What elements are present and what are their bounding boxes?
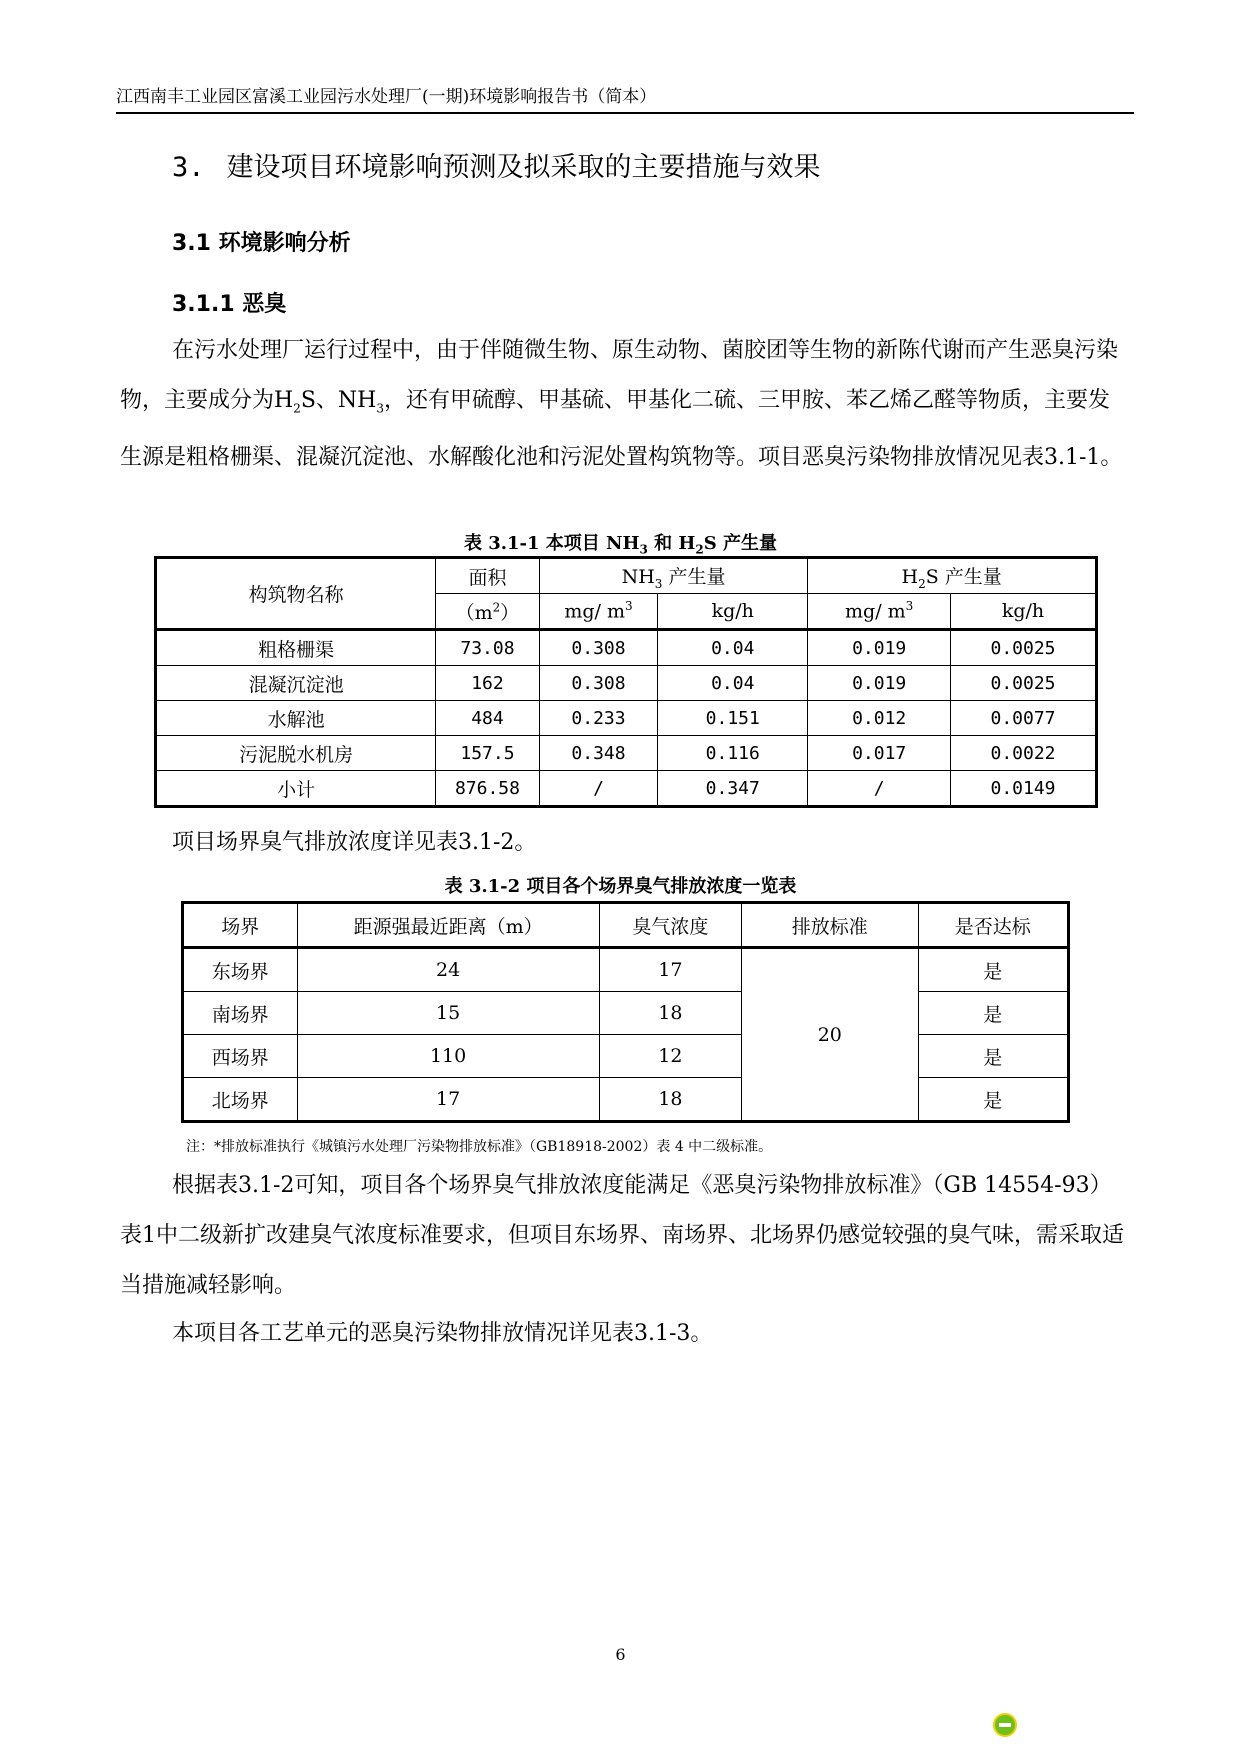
table-row: 水解池 484 0.233 0.151 0.012 0.0077: [156, 701, 1097, 736]
section-number: 3.: [172, 152, 205, 183]
header-h2s-kgh: kg/h: [951, 594, 1097, 630]
table-row: 北场界 17 18 是: [183, 1078, 1069, 1122]
paragraph-odor-intro: 在污水处理厂运行过程中，由于伴随微生物、原生动物、菌胶团等生物的新陈代谢而产生恶臭污染物，主要成分为$H_2S$、$NH_3$，还有甲硫醇、甲基硫、甲基化二硫、三甲胺、苯乙烯乙醛等物质，主要发生源是粗格栅渠、混凝沉淀池、水解酸化池和污泥处置构筑物等。项目恶臭污染物排放情况见表3.1-1。: [120, 338, 1123, 471]
stop-icon[interactable]: [993, 1713, 1017, 1737]
subsubsection-heading: 3.1.1 恶臭: [172, 292, 287, 317]
header-h2s-mgm3: mg/ $m^3$: [808, 594, 951, 630]
table-row: 混凝沉淀池 162 0.308 0.04 0.019 0.0025: [156, 666, 1097, 701]
subsection-heading: 3.1 环境影响分析: [172, 231, 351, 256]
header-nh3: $NH_3$ 产生量: [539, 558, 808, 594]
header-name: 构筑物名称: [156, 558, 436, 630]
table1-caption: 表 3.1-1 本项目 $NH_3$ 和 $H_2S$ 产生量: [463, 533, 778, 557]
section-heading: [172, 150, 821, 186]
header-h2s: $H_2S$ 产生量: [808, 558, 1097, 594]
table-row-subtotal: 小计 876.58 / 0.347 / 0.0149: [156, 771, 1097, 807]
header-nh3-kgh: kg/h: [658, 594, 808, 630]
emission-standard-cell: 20: [742, 948, 918, 1122]
table-row: 南场界 15 18 是: [183, 992, 1069, 1035]
paragraph-table2-ref: 项目场界臭气排放浓度详见表3.1-2。: [172, 830, 537, 855]
table-row: 污泥脱水机房 157.5 0.348 0.116 0.017 0.0022: [156, 736, 1097, 771]
table-nh3-h2s: [154, 556, 1098, 808]
header-area-unit: $(m^2)$: [436, 594, 540, 630]
header-area: 面积: [436, 558, 540, 594]
header-nh3-mgm3: mg/ $m^3$: [539, 594, 657, 630]
paragraph-conclusion: 根据表3.1-2可知，项目各个场界臭气排放浓度能满足《恶臭污染物排放标准》（GB 14554-93）表1中二级新扩改建臭气浓度标准要求，但项目东场界、南场界、北场界仍感觉较强的臭气味，需采取适当措施减轻影响。: [120, 1173, 1125, 1298]
running-header: 江西南丰工业园区富溪工业园污水处理厂(一期)环境影响报告书（简本）: [116, 86, 1134, 114]
table-row: 东场界 24 17 20 是: [183, 948, 1069, 992]
table2-note: 注：*排放标准执行《城镇污水处理厂污染物排放标准》（GB18918-2002）表 4 中二级标准。: [186, 1139, 773, 1155]
table-header-row: [156, 558, 1097, 594]
table-row: 粗格栅渠 73.08 0.308 0.04 0.019 0.0025: [156, 630, 1097, 666]
page-number: 6: [615, 1645, 626, 1664]
table-header-row: 场界 距源强最近距离（m） 臭气浓度 排放标准 是否达标: [183, 903, 1069, 948]
table-boundary-odor: [181, 901, 1070, 1123]
paragraph-table3-ref: 本项目各工艺单元的恶臭污染物排放情况详见表3.1-3。: [172, 1321, 713, 1346]
section-title: 建设项目环境影响预测及拟采取的主要措施与效果: [226, 152, 821, 183]
table2-caption: 表 3.1-2 项目各个场界臭气排放浓度一览表: [444, 876, 797, 897]
table-row: 西场界 110 12 是: [183, 1035, 1069, 1078]
